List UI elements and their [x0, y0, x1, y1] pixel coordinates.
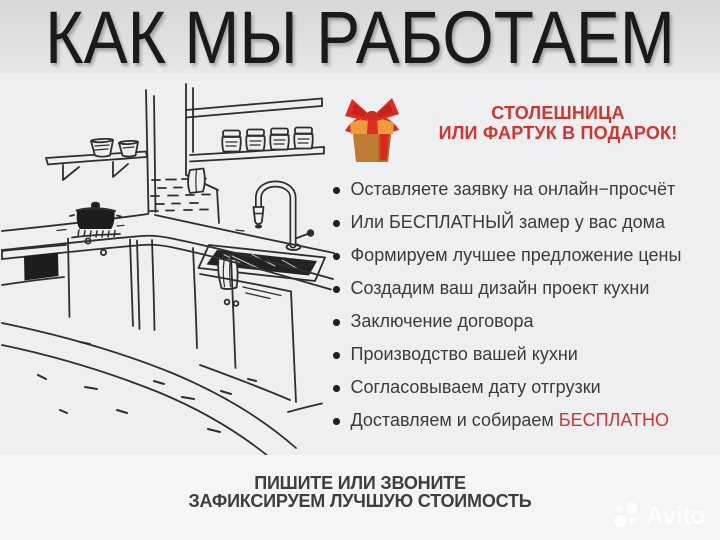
list-item: Или БЕСПЛАТНЫЙ замер у вас дома [333, 213, 718, 233]
kitchen-sketch-illustration [0, 80, 335, 465]
promo-line2: ИЛИ ФАРТУК В ПОДАРОК! [438, 123, 678, 143]
bullet-icon [333, 352, 340, 359]
page-title: КАК МЫ РАБОТАЕМ [45, 0, 675, 78]
promo-text [408, 103, 708, 143]
bullet-icon [333, 220, 340, 227]
oven-door [24, 253, 59, 281]
list-item: Формируем лучшее предложение цены [333, 246, 718, 266]
footer-line2: ЗАФИКСИРУЕМ ЛУЧШУЮ СТОИМОСТЬ [188, 491, 532, 511]
watermark-label: Avito [645, 501, 705, 530]
bullet-icon [333, 187, 340, 194]
list-item: Производство вашей кухни [333, 345, 718, 365]
bullet-icon [333, 286, 340, 293]
list-item: Оставляете заявку на онлайн−просчёт [333, 180, 718, 200]
bullet-icon [333, 253, 340, 260]
list-item: Создадим ваш дизайн проект кухни [333, 279, 718, 299]
list-item: Доставляем и собираем БЕСПЛАТНО [333, 411, 718, 431]
footer-line1: ПИШИТЕ ИЛИ ЗВОНИТЕ [254, 473, 466, 493]
avito-watermark [612, 501, 705, 531]
gift-icon [340, 90, 404, 170]
wall-towel [188, 169, 205, 194]
bullet-icon [333, 319, 340, 326]
faucet [254, 184, 314, 250]
bullet-icon [333, 385, 340, 392]
floor [2, 323, 296, 461]
list-item: Согласовываем дату отгрузки [333, 378, 718, 398]
wall-shelf [46, 139, 147, 180]
bullet-icon [333, 418, 340, 425]
list-item: Заключение договора [333, 312, 718, 332]
steps-list [333, 180, 718, 444]
pot-on-stove [70, 203, 121, 238]
jars [222, 128, 312, 152]
promo-line1: СТОЛЕШНИЦА [491, 103, 625, 123]
avito-logo-icon [612, 501, 642, 531]
header-banner [0, 0, 720, 78]
